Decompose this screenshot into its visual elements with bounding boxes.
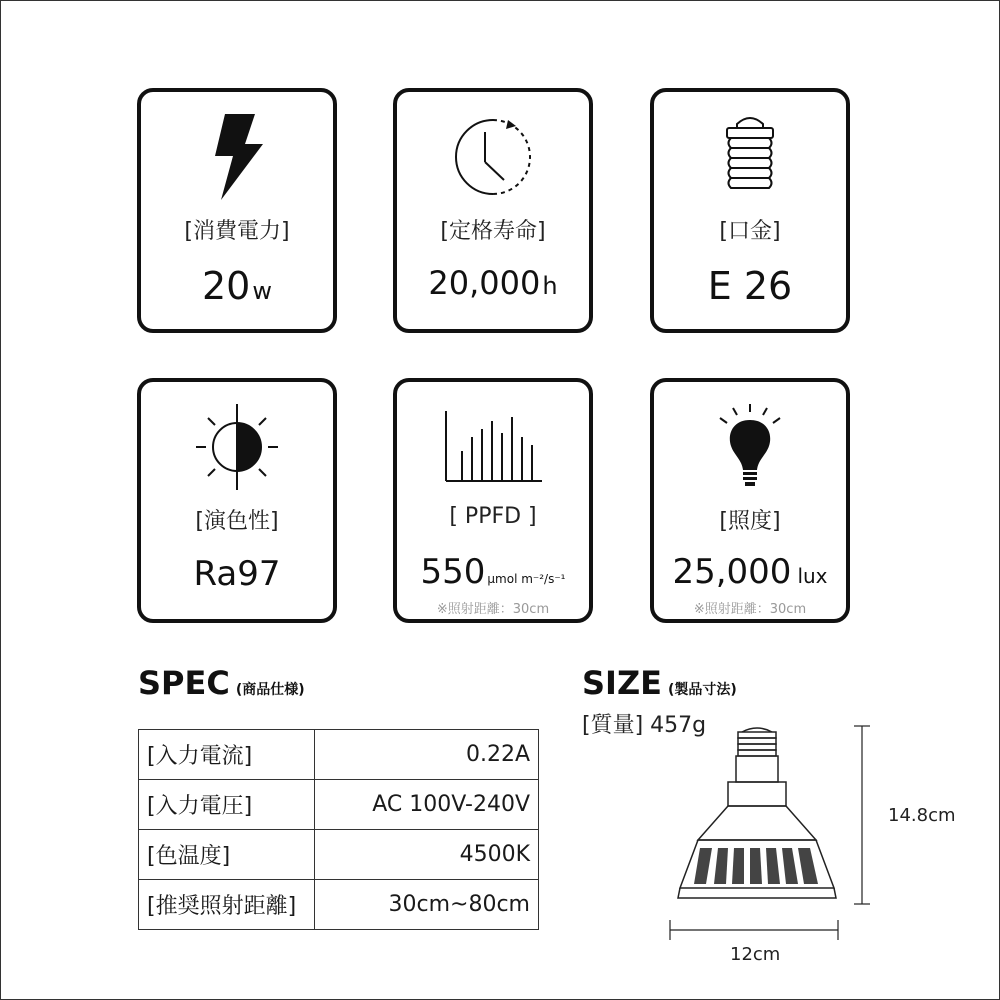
product-dimension-drawing: [660, 720, 880, 945]
card-label: [照度]: [719, 509, 781, 534]
half-sun-icon: [141, 402, 333, 492]
bulb-base-icon: [654, 112, 846, 202]
card-label: [ PPFD ]: [449, 504, 537, 529]
card-label: [演色性]: [195, 509, 279, 534]
spec-key: [入力電流]: [139, 730, 315, 780]
spec-key: [色温度]: [139, 830, 315, 880]
spec-value: AC 100V-240V: [315, 780, 539, 830]
size-title: SIZE (製品寸法): [582, 664, 737, 702]
card-base-type: [650, 88, 850, 333]
card-value: 25,000 lux: [672, 552, 828, 592]
card-illuminance: [650, 378, 850, 623]
card-note: ※照射距離：30cm: [436, 602, 550, 617]
card-value: Ra97: [193, 554, 281, 594]
spec-key: [入力電圧]: [139, 780, 315, 830]
spec-key: [推奨照射距離]: [139, 880, 315, 930]
card-ppfd: [393, 378, 593, 623]
spec-title: SPEC (商品仕様): [138, 664, 305, 702]
table-row: [139, 830, 539, 880]
card-rated-life: [393, 88, 593, 333]
table-row: [139, 880, 539, 930]
lightning-icon: [141, 112, 333, 202]
card-label: [消費電力]: [184, 219, 290, 244]
card-label: [定格寿命]: [440, 219, 546, 244]
spec-table: [138, 729, 539, 930]
clock-icon: [397, 112, 589, 202]
card-value: E 26: [707, 264, 793, 308]
spec-value: 30cm~80cm: [315, 880, 539, 930]
heat-sink-fins-icon: [694, 848, 818, 884]
bar-graph-icon: [397, 402, 589, 492]
spec-value: 0.22A: [315, 730, 539, 780]
product-weight: [質量] 457g: [582, 713, 707, 738]
card-power-consumption: [137, 88, 337, 333]
card-value: 550 μmol m⁻²/s⁻¹: [420, 552, 566, 592]
width-dimension: 12cm: [730, 944, 781, 965]
table-row: [139, 730, 539, 780]
spec-value: 4500K: [315, 830, 539, 880]
card-note: ※照射距離：30cm: [693, 602, 807, 617]
height-dimension: 14.8cm: [888, 805, 956, 826]
table-row: [139, 780, 539, 830]
light-bulb-icon: [654, 402, 846, 492]
card-label: [口金]: [719, 219, 781, 244]
card-value: 20w: [202, 264, 272, 308]
card-color-rendering: [137, 378, 337, 623]
card-value: 20,000h: [428, 264, 558, 302]
